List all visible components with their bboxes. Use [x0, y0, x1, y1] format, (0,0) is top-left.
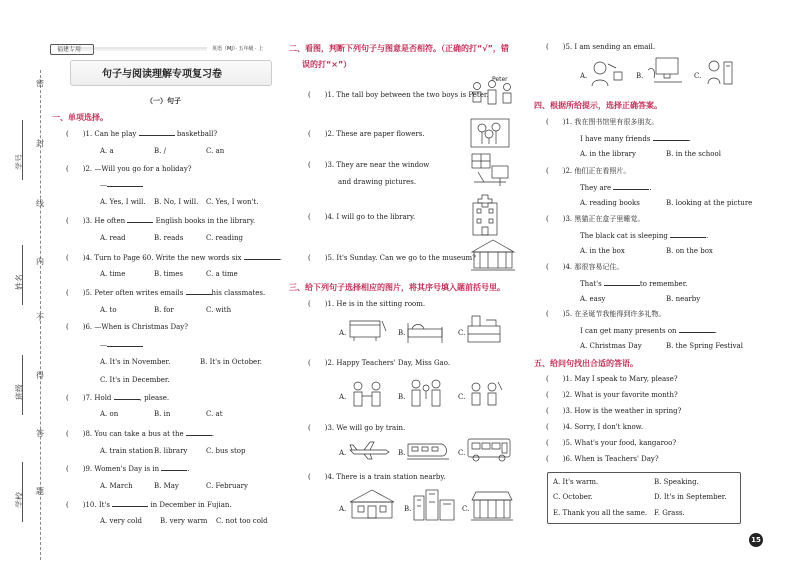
bed-picture [406, 315, 446, 343]
q4-1-en: I have many friends . [580, 135, 691, 143]
q2-5: ( )5. It's Sunday. Can we go to the museum? [308, 254, 476, 262]
museum-picture [470, 238, 516, 272]
q4-5-b[interactable]: B. the Spring Festival [666, 342, 743, 350]
opt-e[interactable]: E. Thank you all the same. [553, 509, 648, 517]
q4-4-a[interactable]: A. easy [580, 295, 606, 303]
q3-1: ( )1. He is in the sitting room. [308, 300, 425, 308]
q1-9-b[interactable]: B. May [154, 482, 179, 490]
q4-1-a[interactable]: A. in the library [580, 150, 636, 158]
q4-5-a[interactable]: A. Christmas Day [580, 342, 642, 350]
q2-1: ( )1. The tall boy between the two boys is Peter. [308, 91, 489, 99]
three-boys-picture [470, 80, 514, 106]
q1-2-dash: — [100, 180, 143, 189]
q3-3: ( )3. We will go by train. [308, 424, 405, 432]
q1-5-a[interactable]: A. to [100, 306, 117, 314]
peter-label: Peter [492, 76, 508, 83]
q3-3-label-a[interactable]: A. [339, 449, 347, 457]
q1-2-c[interactable]: C. Yes, I won't. [206, 198, 259, 206]
seal-underline [22, 462, 23, 522]
q4-4-b[interactable]: B. nearby [666, 295, 701, 303]
q5-5: ( )5. What's your food, kangaroo? [546, 439, 676, 447]
library-building-picture [470, 488, 514, 522]
opt-b[interactable]: B. Speaking. [654, 478, 699, 486]
kitchen-picture [466, 312, 502, 344]
q1-7-stem: ( )7. Hold , please. [66, 393, 169, 402]
header-badge-text: 福建专用 [57, 46, 82, 53]
seal-underline [22, 355, 23, 415]
q1-1-a[interactable]: A. a [100, 147, 114, 155]
q4-2-cn: ( )2. 他们正在看照片。 [546, 166, 630, 176]
section-3-title: 三、给下列句子选择相应的图片，将其序号填入题前括号里。 [289, 283, 505, 292]
teacher-flowers-picture [406, 376, 448, 410]
opt-d[interactable]: D. It's in September. [654, 493, 727, 501]
seal-label-name: 姓名 [15, 274, 24, 290]
q1-2-a[interactable]: A. Yes, I will. [100, 198, 146, 206]
q1-2-stem: ( )2. —Will you go for a holiday? [66, 165, 192, 173]
seal-label-school: 学校 [15, 492, 24, 508]
q1-3-a[interactable]: A. read [100, 234, 126, 242]
q1-1-c[interactable]: C. an [206, 147, 225, 155]
sofa-picture [348, 315, 388, 343]
seal-char: 密 [36, 79, 44, 88]
q5-4: ( )4. Sorry, I don't know. [546, 423, 643, 431]
q3-3-label-b[interactable]: B. [398, 449, 406, 457]
q1-10-c[interactable]: C. not too cold [216, 517, 268, 525]
q1-4-a[interactable]: A. time [100, 270, 126, 278]
q2-2: ( )2. These are paper flowers. [308, 130, 425, 138]
q1-10-b[interactable]: B. very warm [160, 517, 208, 525]
q1-4-stem: ( )4. Turn to Page 60. Write the new words six . [66, 253, 282, 262]
q5-6: ( )6. When is Teachers' Day? [546, 455, 659, 463]
q1-9-stem: ( )9. Women's Day is in . [66, 464, 190, 473]
q5-2: ( )2. What is your favorite month? [546, 391, 678, 399]
q4-3-a[interactable]: A. in the box [580, 247, 625, 255]
q1-1-stem: ( )1. Can he play basketball? [66, 129, 217, 138]
q1-8-c[interactable]: C. bus stop [206, 447, 246, 455]
q2-4: ( )4. I will go to the library. [308, 213, 415, 221]
hospital-picture [470, 193, 500, 237]
seal-char: 题 [36, 487, 44, 496]
q1-10-a[interactable]: A. very cold [100, 517, 142, 525]
q3-4-label-b[interactable]: B. [404, 505, 412, 513]
section-1-title: 一、单项选择。 [52, 113, 108, 122]
seal-char: 线 [36, 199, 44, 208]
q1-4-b[interactable]: B. times [154, 270, 184, 278]
q1-9-a[interactable]: A. March [100, 482, 133, 490]
q1-6-b[interactable]: B. It's in October. [200, 358, 262, 366]
q1-3-stem: ( )3. He often English books in the library. [66, 216, 255, 225]
plane-picture [348, 440, 390, 460]
q3-2: ( )2. Happy Teachers' Day, Miss Gao. [308, 359, 450, 367]
q3-1-label-a[interactable]: A. [339, 329, 347, 337]
q5-3: ( )3. How is the weather in spring? [546, 407, 681, 415]
q4-1-b[interactable]: B. in the school [666, 150, 721, 158]
bus-picture [466, 436, 512, 462]
seal-char: 内 [36, 257, 44, 266]
seal-underline [22, 120, 23, 180]
q1-10-stem: ( )10. It's in December in Fujian. [66, 500, 232, 509]
q3-2-label-c[interactable]: C. [458, 393, 466, 401]
q3-5: ( )5. I am sending an email. [546, 43, 655, 51]
seal-char: 答 [36, 429, 44, 438]
q1-8-a[interactable]: A. train station [100, 447, 154, 455]
seal-label-student-id: 学号 [15, 154, 24, 170]
q1-6-stem: ( )6. —When is Christmas Day? [66, 323, 188, 331]
seal-underline [22, 245, 23, 305]
q3-5-label-a[interactable]: A. [580, 72, 588, 80]
seal-char: 封 [36, 139, 44, 148]
city-picture [412, 486, 456, 522]
q3-1-label-c[interactable]: C. [458, 329, 466, 337]
page-title: 句子与阅读理解专项复习卷 [102, 69, 222, 80]
section-2-title-cont: 误的打“×”） [302, 60, 352, 69]
children-day-picture [466, 378, 506, 410]
q3-2-label-b[interactable]: B. [398, 393, 406, 401]
q4-4-en: That's to remember. [580, 280, 688, 288]
q4-3-en: The black cat is sleeping . [580, 232, 709, 240]
q3-4: ( )4. There is a train station nearby. [308, 473, 446, 481]
q4-1-cn: ( )1. 我在图书馆里有很多朋友。 [546, 117, 658, 127]
q4-3-cn: ( )3. 黑猫正在盒子里睡觉。 [546, 214, 644, 224]
seal-char: 得 [36, 371, 44, 380]
q1-6-dash: — [100, 340, 143, 349]
subtitle: （一）句子 [146, 97, 181, 105]
window-drawing-picture [470, 152, 510, 188]
header-rule [75, 44, 207, 52]
q4-5-cn: ( )5. 在圣诞节我能得到许多礼物。 [546, 309, 665, 319]
q3-2-label-a[interactable]: A. [339, 393, 347, 401]
q1-7-a[interactable]: A. on [100, 410, 119, 418]
q3-1-label-b[interactable]: B. [398, 329, 406, 337]
new-year-picture [348, 378, 388, 410]
q5-1: ( )1. May I speak to Mary, please? [546, 375, 678, 383]
opt-c[interactable]: C. October. [553, 493, 593, 501]
opt-a[interactable]: A. It's warm. [553, 478, 599, 486]
q4-2-b[interactable]: B. looking at the picture [666, 199, 753, 207]
postbox-picture [704, 56, 736, 86]
q2-3b: and drawing pictures. [338, 178, 417, 186]
q3-3-label-c[interactable]: C. [458, 449, 466, 457]
q1-7-b[interactable]: B. in [154, 410, 171, 418]
section-4-title: 四、根据所给提示，选择正确答案。 [534, 101, 662, 110]
q1-6-a[interactable]: A. It's in November. [100, 358, 171, 366]
seal-char: 不 [36, 313, 44, 322]
q1-2-b[interactable]: B. No, I will. [154, 198, 199, 206]
q3-5-label-b[interactable]: B. [636, 72, 644, 80]
q4-2-a[interactable]: A. reading books [580, 199, 640, 207]
q3-5-label-c[interactable]: C. [694, 72, 702, 80]
q1-5-stem: ( )5. Peter often writes emails his classmates. [66, 288, 265, 297]
q1-6-c[interactable]: C. It's in December. [100, 376, 170, 384]
station-picture [348, 486, 396, 522]
opt-f[interactable]: F. Grass. [654, 509, 685, 517]
q1-1-b[interactable]: B. / [154, 147, 166, 155]
q4-2-en: They are . [580, 184, 652, 192]
q1-7-c[interactable]: C. at [206, 410, 223, 418]
q4-4-cn: ( )4. 那很容易记住。 [546, 262, 623, 272]
q1-5-c[interactable]: C. with [206, 306, 232, 314]
q1-5-b[interactable]: B. for [154, 306, 174, 314]
computer-picture [646, 56, 686, 86]
q1-3-b[interactable]: B. reads [154, 234, 184, 242]
q4-3-b[interactable]: B. on the box [666, 247, 713, 255]
paper-flowers-picture [470, 118, 510, 148]
section-5-title: 五、给问句找出合适的答语。 [534, 359, 638, 368]
q1-8-b[interactable]: B. library [154, 447, 188, 455]
q4-5-en: I can get many presents on . [580, 327, 718, 335]
q1-3-c[interactable]: C. reading [206, 234, 243, 242]
q1-9-c[interactable]: C. February [206, 482, 248, 490]
q2-3a: ( )3. They are near the window [308, 161, 429, 169]
q1-8-stem: ( )8. You can take a bus at the . [66, 429, 214, 438]
seal-label-class: 班级 [15, 384, 24, 400]
section-2-title: 二、看图，判断下列句子与图意是否相符。（正确的打“√”，错 [289, 44, 509, 53]
header-grade: 英语（MJ）· 五年级 · 上 [212, 46, 264, 52]
q1-4-c[interactable]: C. a time [206, 270, 238, 278]
train-picture [406, 438, 450, 462]
q3-4-label-c[interactable]: C. [462, 505, 470, 513]
page-number: 15 [749, 533, 763, 547]
phone-call-picture [588, 58, 624, 88]
q3-4-label-a[interactable]: A. [339, 505, 347, 513]
